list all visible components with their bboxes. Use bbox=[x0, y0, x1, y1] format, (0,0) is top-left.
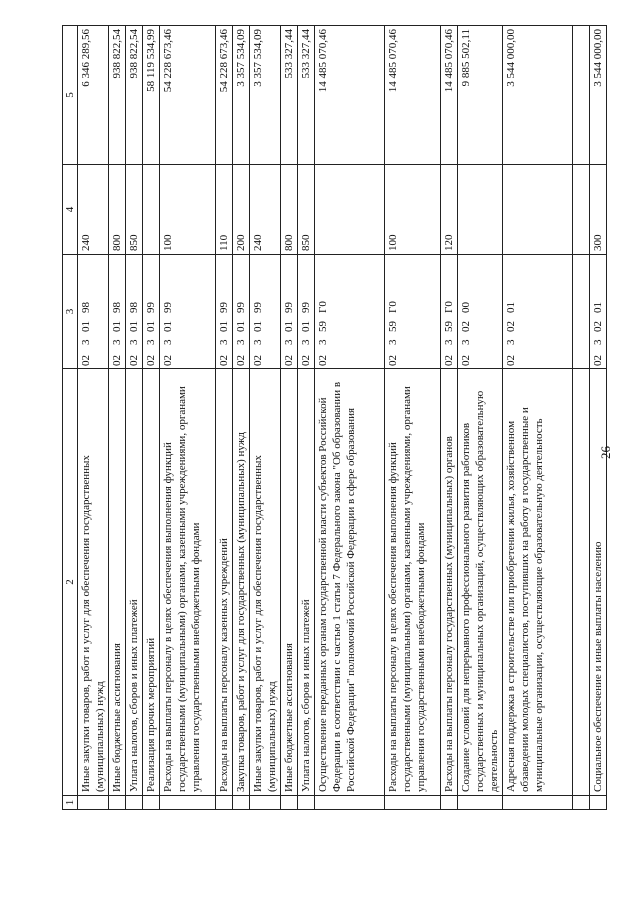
expense-name: Иные бюджетные ассигнования bbox=[109, 369, 126, 796]
code-sub: 3 bbox=[300, 339, 312, 345]
code-prog: 02 bbox=[592, 355, 604, 366]
amount: 54 228 673,46 bbox=[216, 26, 233, 165]
expense-name: Иные бюджетные ассигнования bbox=[281, 369, 298, 796]
code-sub: 3 bbox=[443, 339, 455, 345]
code-grp: 01 bbox=[128, 321, 140, 332]
code-grp: 01 bbox=[235, 321, 247, 332]
amount: 14 485 070,46 bbox=[385, 26, 441, 165]
table-row bbox=[126, 26, 143, 810]
code-sub: 3 bbox=[592, 339, 604, 345]
expense-type-code: 120 bbox=[441, 165, 458, 255]
row-index-cell bbox=[281, 796, 298, 810]
amount: 14 485 070,46 bbox=[315, 26, 385, 165]
code-prog: 02 bbox=[317, 355, 329, 366]
expense-type-code: 240 bbox=[250, 165, 281, 255]
code-grp: 01 bbox=[283, 321, 295, 332]
column-header: 1 bbox=[63, 796, 78, 810]
target-article-code bbox=[216, 255, 233, 369]
table-row bbox=[216, 26, 233, 810]
code-grp: 02 bbox=[505, 321, 517, 332]
row-index-cell bbox=[216, 796, 233, 810]
row-index-cell bbox=[233, 796, 250, 810]
code-prog: 02 bbox=[235, 355, 247, 366]
code-grp: 02 bbox=[460, 321, 472, 332]
amount: 533 327,44 bbox=[281, 26, 298, 165]
table-row bbox=[315, 26, 385, 810]
code-rubric: 99 bbox=[283, 302, 295, 313]
amount: 6 346 289,56 bbox=[78, 26, 109, 165]
target-article-code bbox=[126, 255, 143, 369]
expense-name: Расходы на выплаты персоналу казенных учреждений bbox=[216, 369, 233, 796]
code-grp: 01 bbox=[162, 321, 174, 332]
code-prog: 02 bbox=[80, 355, 92, 366]
row-index-cell bbox=[160, 796, 216, 810]
code-sub: 3 bbox=[387, 339, 399, 345]
column-header: 4 bbox=[63, 165, 78, 255]
row-index-cell bbox=[298, 796, 315, 810]
code-rubric: 00 bbox=[460, 302, 472, 313]
expense-type-code bbox=[315, 165, 385, 255]
expense-name: Расходы на выплаты персоналу в целях обеспечения выполнения функций государственными (муниципальными) органами, казенными учреждениями, органами управления государственными внебюджетными фондами bbox=[385, 369, 441, 796]
code-sub: 3 bbox=[235, 339, 247, 345]
code-grp: 01 bbox=[145, 321, 157, 332]
code-prog: 02 bbox=[145, 355, 157, 366]
code-prog: 02 bbox=[128, 355, 140, 366]
expense-name: Уплата налогов, сборов и иных платежей bbox=[126, 369, 143, 796]
table-row bbox=[441, 26, 458, 810]
expense-name: Создание условий для непрерывного профессионального развития работников государственных и муниципальных организаций, осуществляющих образовательную деятельность bbox=[458, 369, 503, 796]
expense-name: Осуществление переданных органам государственной власти субъектов Российской Федерации в соответствии с частью 1 статьи 7 Федерального закона "Об образовании в Российской Федерации" полномочий Российской Федерации в сфере образования bbox=[315, 369, 385, 796]
amount: 938 822,54 bbox=[109, 26, 126, 165]
code-sub: 3 bbox=[317, 339, 329, 345]
expense-type-code: 800 bbox=[281, 165, 298, 255]
code-sub: 3 bbox=[145, 339, 157, 345]
expense-type-code: 300 bbox=[590, 165, 607, 255]
code-rubric: 01 bbox=[505, 302, 517, 313]
target-article-code bbox=[385, 255, 441, 369]
target-article-code bbox=[503, 255, 573, 369]
expense-type-code: 100 bbox=[385, 165, 441, 255]
code-rubric: 98 bbox=[80, 302, 92, 313]
row-index-cell bbox=[78, 796, 109, 810]
code-rubric: 99 bbox=[300, 302, 312, 313]
table-header-row bbox=[63, 26, 78, 810]
code-sub: 3 bbox=[505, 339, 517, 345]
table-row bbox=[78, 26, 109, 810]
target-article-code bbox=[573, 255, 590, 369]
target-article-code bbox=[458, 255, 503, 369]
amount: 938 822,54 bbox=[126, 26, 143, 165]
column-header: 2 bbox=[63, 369, 78, 796]
expense-name: Иные закупки товаров, работ и услуг для обеспечения государственных (муниципальных) нужд bbox=[78, 369, 109, 796]
table-row bbox=[281, 26, 298, 810]
code-sub: 3 bbox=[128, 339, 140, 345]
table-row bbox=[160, 26, 216, 810]
amount: 3 544 000,00 bbox=[590, 26, 607, 165]
code-prog: 02 bbox=[218, 355, 230, 366]
code-grp: 01 bbox=[218, 321, 230, 332]
target-article-code bbox=[315, 255, 385, 369]
amount: 58 119 534,99 bbox=[143, 26, 160, 165]
code-rubric: 99 bbox=[145, 302, 157, 313]
table-row bbox=[573, 26, 590, 810]
code-rubric: 98 bbox=[128, 302, 140, 313]
code-grp: 59 bbox=[387, 321, 399, 332]
row-index-cell bbox=[109, 796, 126, 810]
target-article-code bbox=[233, 255, 250, 369]
budget-table bbox=[62, 25, 607, 810]
code-prog: 02 bbox=[111, 355, 123, 366]
row-index-cell bbox=[385, 796, 441, 810]
expense-type-code: 110 bbox=[216, 165, 233, 255]
expense-name: Реализация прочих мероприятий bbox=[143, 369, 160, 796]
page-number: 26 bbox=[598, 446, 613, 459]
code-sub: 3 bbox=[111, 339, 123, 345]
code-grp: 02 bbox=[592, 321, 604, 332]
code-grp: 01 bbox=[80, 321, 92, 332]
row-index-cell bbox=[250, 796, 281, 810]
code-sub: 3 bbox=[460, 339, 472, 345]
expense-type-code bbox=[458, 165, 503, 255]
code-prog: 02 bbox=[283, 355, 295, 366]
row-index-cell bbox=[458, 796, 503, 810]
table-row bbox=[250, 26, 281, 810]
table-row bbox=[109, 26, 126, 810]
table-row bbox=[503, 26, 573, 810]
row-index-cell bbox=[143, 796, 160, 810]
expense-name bbox=[573, 369, 590, 796]
row-index-cell bbox=[573, 796, 590, 810]
expense-name: Расходы на выплаты персоналу государственных (муниципальных) органов bbox=[441, 369, 458, 796]
target-article-code bbox=[160, 255, 216, 369]
code-grp: 59 bbox=[443, 321, 455, 332]
code-prog: 02 bbox=[252, 355, 264, 366]
table-row bbox=[233, 26, 250, 810]
target-article-code bbox=[298, 255, 315, 369]
expense-type-code: 100 bbox=[160, 165, 216, 255]
code-sub: 3 bbox=[80, 339, 92, 345]
code-sub: 3 bbox=[283, 339, 295, 345]
expense-type-code: 850 bbox=[298, 165, 315, 255]
target-article-code bbox=[250, 255, 281, 369]
row-index-cell bbox=[315, 796, 385, 810]
amount: 3 357 534,09 bbox=[233, 26, 250, 165]
code-prog: 02 bbox=[300, 355, 312, 366]
code-rubric: 99 bbox=[162, 302, 174, 313]
expense-name: Расходы на выплаты персоналу в целях обеспечения выполнения функций государственными (муниципальными) органами, казенными учреждениями, органами управления государственными внебюджетными фондами bbox=[160, 369, 216, 796]
table-row bbox=[385, 26, 441, 810]
target-article-code bbox=[143, 255, 160, 369]
row-index-cell bbox=[441, 796, 458, 810]
expense-type-code bbox=[573, 165, 590, 255]
expense-type-code bbox=[503, 165, 573, 255]
column-header: 3 bbox=[63, 255, 78, 369]
code-prog: 02 bbox=[387, 355, 399, 366]
code-rubric: 99 bbox=[235, 302, 247, 313]
table-row bbox=[298, 26, 315, 810]
code-grp: 01 bbox=[252, 321, 264, 332]
expense-type-code: 240 bbox=[78, 165, 109, 255]
target-article-code bbox=[78, 255, 109, 369]
column-header: 5 bbox=[63, 26, 78, 165]
code-sub: 3 bbox=[162, 339, 174, 345]
code-rubric: Г0 bbox=[387, 301, 399, 313]
table-row bbox=[458, 26, 503, 810]
code-sub: 3 bbox=[252, 339, 264, 345]
target-article-code bbox=[441, 255, 458, 369]
code-prog: 02 bbox=[460, 355, 472, 366]
amount: 14 485 070,46 bbox=[441, 26, 458, 165]
amount: 3 544 000,00 bbox=[503, 26, 573, 165]
expense-type-code: 200 bbox=[233, 165, 250, 255]
target-article-code bbox=[109, 255, 126, 369]
code-grp: 01 bbox=[300, 321, 312, 332]
expense-name: Иные закупки товаров, работ и услуг для обеспечения государственных (муниципальных) нужд bbox=[250, 369, 281, 796]
expense-type-code: 800 bbox=[109, 165, 126, 255]
table-row bbox=[143, 26, 160, 810]
expense-type-code bbox=[143, 165, 160, 255]
code-rubric: 98 bbox=[111, 302, 123, 313]
code-prog: 02 bbox=[505, 355, 517, 366]
code-grp: 59 bbox=[317, 321, 329, 332]
code-rubric: 01 bbox=[592, 302, 604, 313]
code-rubric: 99 bbox=[252, 302, 264, 313]
expense-name: Социальное обеспечение и иные выплаты населению bbox=[590, 369, 607, 796]
amount: 9 885 502,11 bbox=[458, 26, 503, 165]
expense-name: Закупка товаров, работ и услуг для государственных (муниципальных) нужд bbox=[233, 369, 250, 796]
code-rubric: Г0 bbox=[317, 301, 329, 313]
code-sub: 3 bbox=[218, 339, 230, 345]
code-rubric: 99 bbox=[218, 302, 230, 313]
amount: 54 228 673,46 bbox=[160, 26, 216, 165]
target-article-code bbox=[281, 255, 298, 369]
code-prog: 02 bbox=[443, 355, 455, 366]
code-grp: 01 bbox=[111, 321, 123, 332]
expense-name: Уплата налогов, сборов и иных платежей bbox=[298, 369, 315, 796]
expense-type-code: 850 bbox=[126, 165, 143, 255]
amount: 533 327,44 bbox=[298, 26, 315, 165]
row-index-cell bbox=[503, 796, 573, 810]
row-index-cell bbox=[126, 796, 143, 810]
code-prog: 02 bbox=[162, 355, 174, 366]
amount bbox=[573, 26, 590, 165]
expense-name: Адресная поддержка в строительстве или приобретении жилья, хозяйственном обзаведении молодых специалистов, поступивших на работу в государственные и муниципальные организации, осуществляющие образовательную деятельность bbox=[503, 369, 573, 796]
amount: 3 357 534,09 bbox=[250, 26, 281, 165]
code-rubric: Г0 bbox=[443, 301, 455, 313]
